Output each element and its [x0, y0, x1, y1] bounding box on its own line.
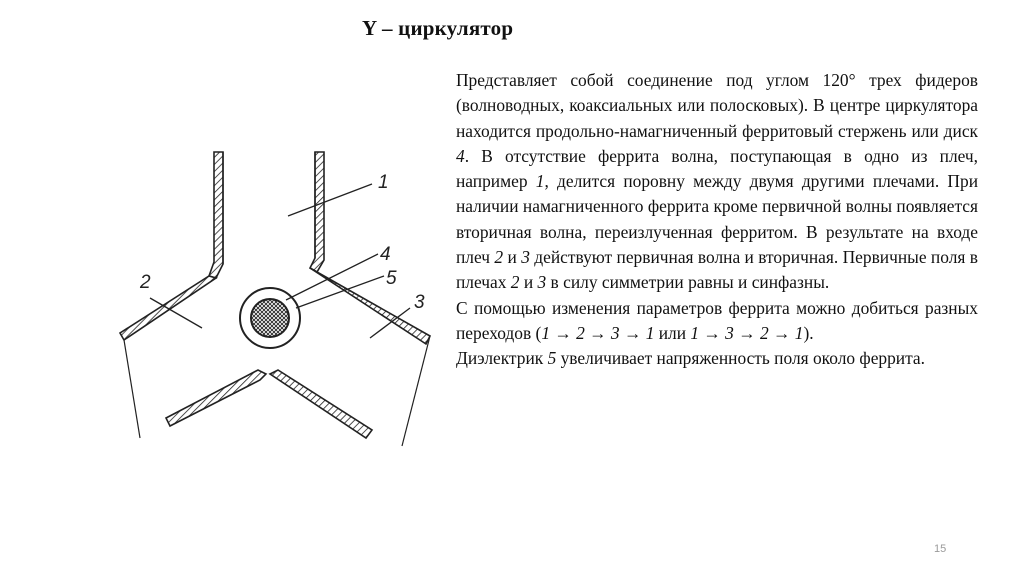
- italic-reference: 1: [535, 171, 545, 192]
- text-segment: ).: [803, 322, 814, 343]
- arm2-lower-wall: [166, 370, 266, 426]
- italic-reference: 3: [521, 247, 530, 268]
- arm3-lower-wall: [270, 370, 372, 438]
- italic-reference: 1 → 3 → 2 → 1: [690, 322, 804, 343]
- text-segment: или: [654, 322, 691, 343]
- arm1-left-wall: [209, 152, 223, 278]
- label-2: 2: [140, 272, 151, 293]
- diagram-svg: [110, 148, 440, 448]
- paragraph: [456, 346, 978, 371]
- label-3: 3: [414, 292, 425, 313]
- text-segment: Представляет собой соединение под углом 120° трех фидеров (волноводных, коаксиальных или полосковых). В центре циркулятора находится продольно-намагниченный ферритовый стержень или диск: [456, 70, 978, 141]
- paragraph: [456, 68, 978, 296]
- text-segment: и: [519, 272, 538, 293]
- italic-reference: 5: [547, 348, 557, 369]
- arm1-right-wall: [310, 152, 324, 272]
- text-segment: . В отсутствие феррита волна, поступающая в одно из плеч, например: [456, 145, 978, 192]
- label-1: 1: [378, 172, 389, 193]
- italic-reference: 3: [537, 272, 547, 293]
- italic-reference: 1 → 2 → 3 → 1: [541, 322, 655, 343]
- text-segment: в силу симметрии равны и синфазны.: [546, 272, 830, 293]
- y-circulator-diagram: [110, 148, 440, 448]
- text-segment: С помощью изменения параметров феррита можно добиться разных переходов (: [456, 297, 978, 343]
- italic-reference: 4: [456, 145, 465, 166]
- italic-reference: 2: [494, 247, 504, 268]
- text-segment: увеличивает напряженность поля около феррита.: [556, 348, 925, 369]
- description-text: [456, 68, 978, 372]
- text-segment: Диэлектрик: [456, 348, 548, 369]
- slide-title: Y – циркулятор: [362, 16, 514, 40]
- slide-number: 15: [934, 543, 947, 555]
- text-segment: , делится поровну между двумя другими плечами. При наличии намагниченного феррита кроме первичной волны появляется вторичная волна, переизлученная ферритом. В результате на входе плеч: [456, 171, 978, 268]
- text-segment: и: [503, 247, 522, 268]
- label-5: 5: [386, 268, 397, 289]
- label-4: 4: [380, 244, 391, 265]
- text-segment: действуют первичная волна и вторичная. Первичные поля в плечах: [456, 247, 978, 293]
- italic-reference: 2: [510, 272, 520, 293]
- paragraph: [456, 296, 978, 347]
- ferrite-disk: [251, 299, 289, 337]
